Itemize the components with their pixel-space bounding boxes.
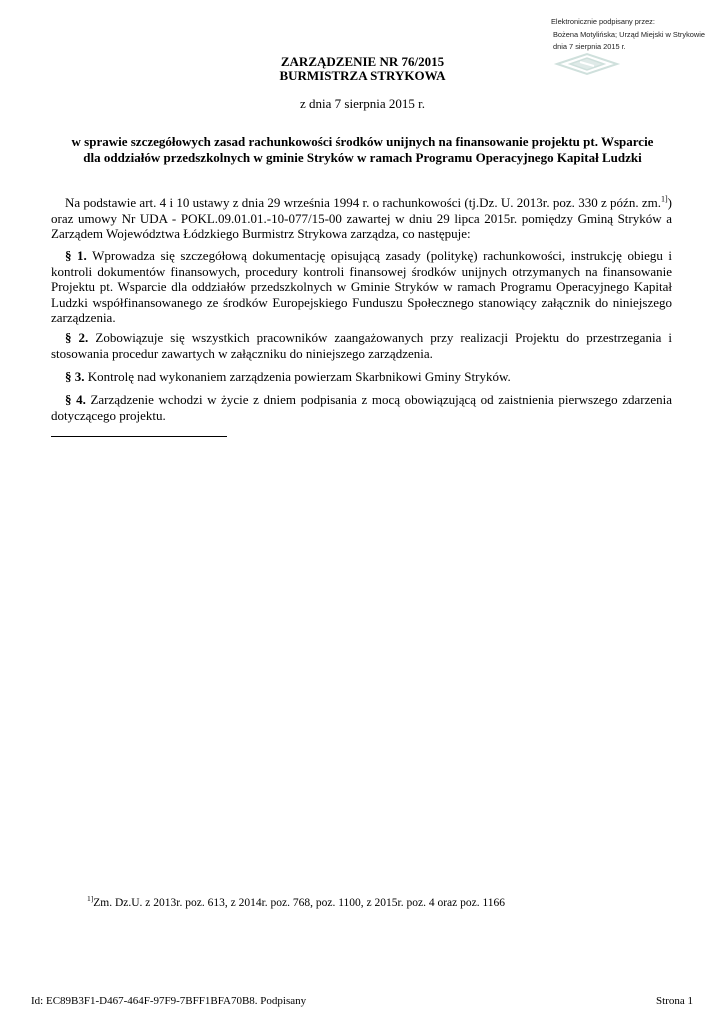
signature-line-1: Elektronicznie podpisany przez:: [551, 17, 655, 26]
document-title: ZARZĄDZENIE NR 76/2015: [280, 54, 445, 69]
paragraph-2-text: Zobowiązuje się wszystkich pracowników zaangażowanych przy realizacji Projektu do przestrzegania i stosowania procedur zawartych w załączniku do niniejszego zarządzenia.: [51, 330, 673, 361]
paragraph-3: [51, 369, 511, 385]
intro-text-b: ) oraz umowy Nr UDA - POKL.09.01.01.-10-077/15-00 zawartej w dniu 29 lipca 2015r. pomiędzy Gminą Stryków a Zarządem Województwa Łódzkiego Burmistrz Strykowa zarządza, co następuje:: [51, 195, 672, 241]
paragraph-4-text: Zarządzenie wchodzi w życie z dniem podpisania z mocą obowiązującą od zaistnienia pierwszego zdarzenia dotyczącego projektu.: [51, 392, 673, 423]
paragraph-1: [51, 248, 672, 326]
intro-paragraph: [51, 195, 672, 242]
intro-text-a: Na podstawie art. 4 i 10 ustawy z dnia 29 września 1994 r. o rachunkowości (tj.Dz. U. 2013r. poz. 330 z późn. zm.: [65, 195, 661, 210]
paragraph-2-mark: § 2.: [65, 330, 89, 345]
paragraph-2: [51, 330, 672, 361]
paragraph-4-mark: § 4.: [65, 392, 86, 407]
footnote-text: Zm. Dz.U. z 2013r. poz. 613, z 2014r. poz. 768, poz. 1100, z 2015r. poz. 4 oraz poz. 1166: [93, 897, 506, 909]
footnote-separator: [51, 436, 227, 437]
paragraph-1-mark: § 1.: [65, 248, 87, 263]
footer-document-id: Id: EC89B3F1-D467-464F-97F9-7BFF1BFA70B8. Podpisany: [31, 995, 307, 1007]
footnote-marker: 1]: [87, 894, 94, 904]
subject-line-1: w sprawie szczegółowych zasad rachunkowości środków unijnych na finansowanie projektu pt. Wsparcie: [71, 134, 654, 149]
paragraph-3-mark: § 3.: [65, 369, 85, 384]
electronic-signature-stamp: [551, 16, 721, 54]
footnote-reference: 1]: [660, 194, 668, 204]
subject-line-2: dla oddziałów przedszkolnych w gminie Stryków w ramach Programu Operacyjnego Kapitał Ludzki: [83, 149, 642, 165]
signature-line-2: Bożena Motylińska; Urząd Miejski w Strykowie: [553, 29, 705, 39]
paragraph-4: [51, 392, 672, 423]
signature-line-3: dnia 7 sierpnia 2015 r.: [553, 42, 626, 51]
paragraph-1-text: Wprowadza się szczegółową dokumentację opisującą zasady (politykę) rachunkowości, instrukcję obiegu i kontroli dokumentów finansowych, procedury kontroli finansowej środków unijnych otrzymanych na finansowanie Projektu pt. Wsparcie dla oddziałów przedszkolnych w Gminie Stryków w ramach Programu Operacyjnego Kapitał Ludzki współfinansowanego ze środków Europejskiego Funduszu Społecznego stanowiący załącznik do niniejszego zarządzenia.: [51, 248, 673, 325]
document-date: z dnia 7 sierpnia 2015 r.: [300, 96, 425, 111]
footnote: [87, 896, 505, 910]
document-issuer: BURMISTRZA STRYKOWA: [279, 68, 446, 83]
footer-page-number: Strona 1: [656, 995, 693, 1007]
document-subject: [60, 134, 665, 165]
paragraph-3-text: Kontrolę nad wykonaniem zarządzenia powierzam Skarbnikowi Gminy Stryków.: [87, 369, 511, 384]
